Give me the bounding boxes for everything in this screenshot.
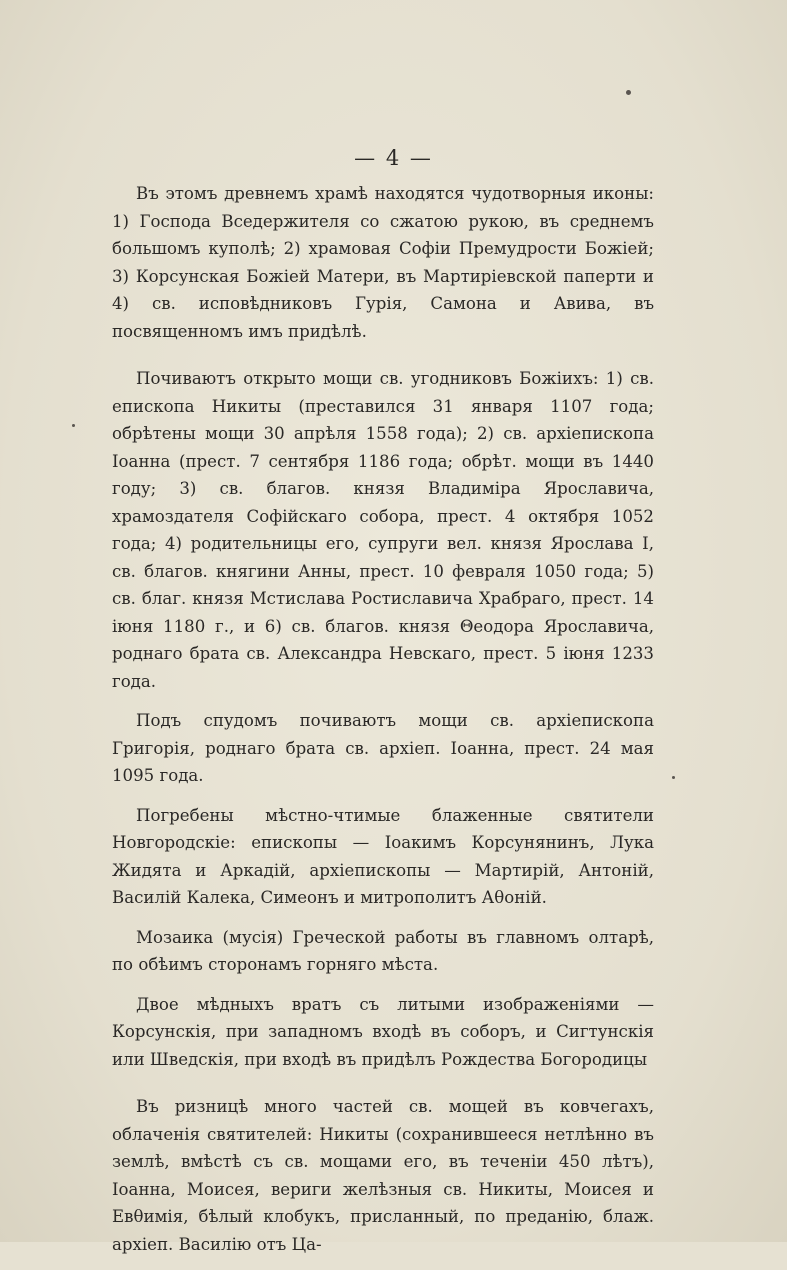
paragraph-hidden-relics: Подъ спудомъ почиваютъ мощи св. архіепископа Григорія, роднаго брата св. архіеп. Іоанна, прест. 24 мая 1095 года.	[112, 711, 654, 785]
page-number: — 4 —	[354, 146, 433, 170]
paragraph-gates: Двое мѣдныхъ вратъ съ литыми изображеніями — Корсунскія, при западномъ входѣ въ соборъ, и Сигтунскія или Шведскія, при входѣ въ придѣлъ Рождества Богородицы	[112, 994, 654, 1069]
ink-speck	[672, 776, 675, 779]
paragraph-icons: Въ этомъ древнемъ храмѣ находятся чудотворныя иконы: 1) Господа Вседержителя со сжатою рукою, въ среднемъ большомъ куполѣ; 2) храмовая Софіи Премудрости Божіей; 3) Корсунская Божіей Матери, въ Мартиріевской паперти и 4) св. исповѣдниковъ Гурія, Самона и Авива, въ посвященномъ имъ придѣлѣ.	[112, 184, 654, 341]
paragraph-relics: Почиваютъ открыто мощи св. угодниковъ Божіихъ: 1) св. епископа Никиты (преставился 31 января 1107 года; обрѣтены мощи 30 апрѣля 1558 года); 2) св. архіепископа Іоанна (прест. 7 сентября 1186 года; обрѣт. мощи въ 1440 году; 3) св. благов. князя Владиміра Ярославича, храмоздателя Софійскаго собора, прест. 4 октября 1052 года; 4) родительницы его, супруги вел. князя Ярослава I, св. благов. княгини Анны, прест. 10 февраля 1050 года; 5) св. благ. князя Мстислава Ростиславича Храбраго, прест. 14 іюня 1180 г., и 6) св. благов. князя Θеодора Ярославича, роднаго брата св. Александра Невскаго, прест. 5 іюня 1233 года.	[112, 369, 654, 691]
body-text	[112, 180, 654, 1270]
paragraph-sacristy: Въ ризницѣ много частей св. мощей въ ковчегахъ, облаченія святителей: Никиты (сохранившееся нетлѣнно въ землѣ, вмѣстѣ съ св. мощами его, въ теченіи 450 лѣтъ), Іоанна, Моисея, вериги желѣзныя св. Никиты, Моисея и Евθимія, бѣлый клобукъ, присланный, по преданію, блаж. архіеп. Василію отъ Ца-	[112, 1097, 654, 1254]
ink-speck	[626, 90, 631, 95]
ink-speck	[72, 424, 75, 427]
paragraph-buried-hierarchs: Погребены мѣстно-чтимые блаженные святители Новгородскіе: епископы — Іоакимъ Корсунянинъ, Лука Жидята и Аркадій, архіепископы — Мартирій, Антоній, Василій Калека, Симеонъ и митрополитъ Аθоній.	[112, 805, 654, 907]
paragraph-mosaic: Мозаика (мусія) Греческой работы въ главномъ олтарѣ, по обѣимъ сторонамъ горняго мѣста.	[112, 927, 654, 974]
